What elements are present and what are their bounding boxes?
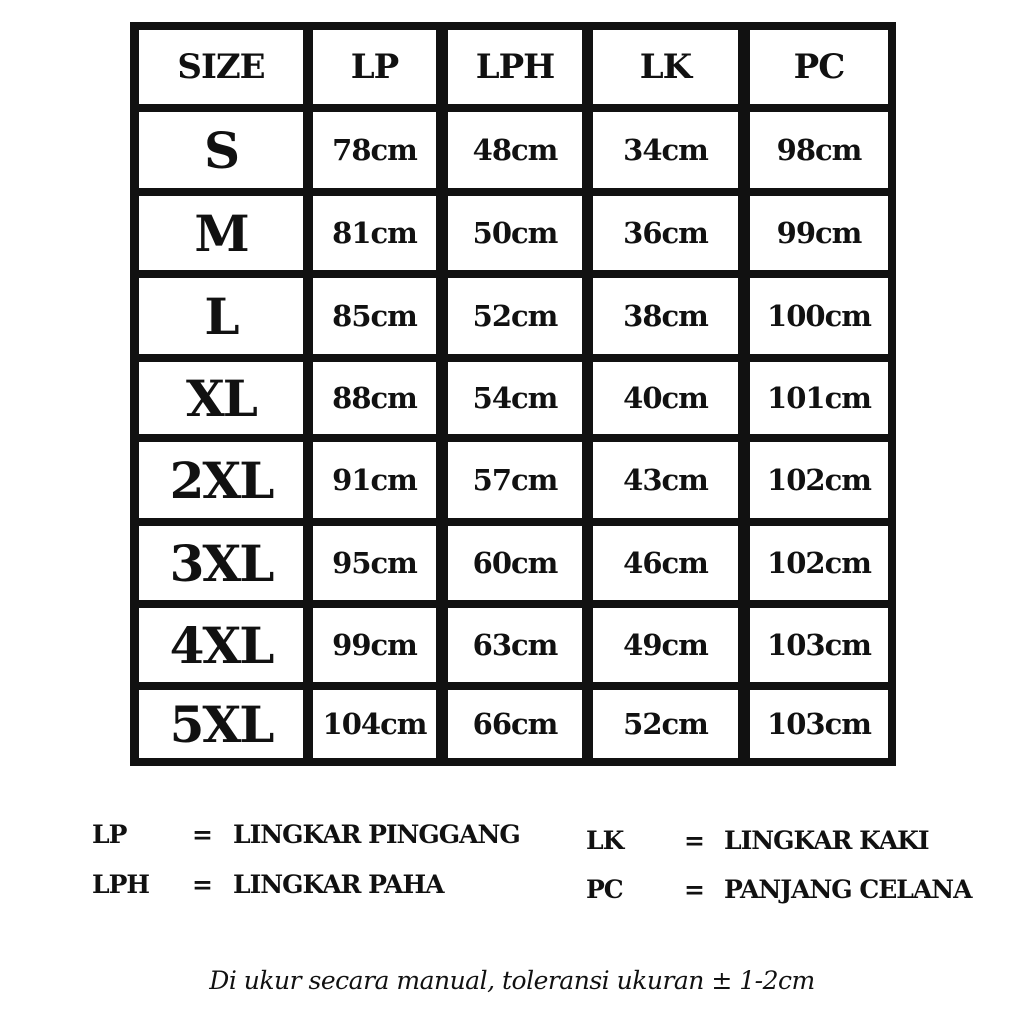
- header-cell-lk: LK: [593, 30, 738, 104]
- size-label-cell: L: [139, 278, 303, 354]
- measurement-cell-lp: 81cm: [313, 196, 436, 270]
- measurement-cell-pc: 103cm: [750, 608, 888, 682]
- measurement-cell-lp: 99cm: [313, 608, 436, 682]
- measurement-cell-pc: 103cm: [750, 690, 888, 758]
- legend-eq-lk: =: [684, 826, 704, 855]
- measurement-cell-lp: 78cm: [313, 112, 436, 188]
- measurement-cell-pc: 100cm: [750, 278, 888, 354]
- measurement-cell-lph: 54cm: [448, 362, 582, 434]
- measurement-cell-pc: 102cm: [750, 526, 888, 600]
- legend-meaning-lph: LINGKAR PAHA: [233, 870, 444, 899]
- measurement-cell-lk: 36cm: [593, 196, 738, 270]
- size-label-cell: XL: [139, 362, 303, 434]
- size-label-cell: S: [139, 112, 303, 188]
- measurement-cell-lp: 88cm: [313, 362, 436, 434]
- measurement-cell-lp: 91cm: [313, 442, 436, 518]
- legend-meaning-lp: LINGKAR PINGGANG: [233, 820, 520, 849]
- legend-eq-lp: =: [192, 820, 212, 849]
- measurement-cell-lph: 60cm: [448, 526, 582, 600]
- measurement-cell-lph: 57cm: [448, 442, 582, 518]
- size-label-cell: 3XL: [139, 526, 303, 600]
- legend-abbr-lp: LP: [92, 820, 127, 849]
- measurement-cell-lph: 48cm: [448, 112, 582, 188]
- measurement-cell-pc: 102cm: [750, 442, 888, 518]
- legend-eq-pc: =: [684, 875, 704, 904]
- legend-meaning-pc: PANJANG CELANA: [724, 875, 972, 904]
- legend-abbr-lph: LPH: [92, 870, 149, 899]
- measurement-cell-lk: 46cm: [593, 526, 738, 600]
- measurement-cell-lp: 104cm: [313, 690, 436, 758]
- header-cell-pc: PC: [750, 30, 888, 104]
- size-label-cell: 2XL: [139, 442, 303, 518]
- size-label-cell: 5XL: [139, 690, 303, 758]
- measurement-cell-pc: 101cm: [750, 362, 888, 434]
- measurement-cell-lph: 52cm: [448, 278, 582, 354]
- tolerance-note: Di ukur secara manual, toleransi ukuran ± 1-2cm: [209, 966, 815, 995]
- measurement-cell-pc: 99cm: [750, 196, 888, 270]
- size-label-cell: 4XL: [139, 608, 303, 682]
- measurement-cell-lph: 63cm: [448, 608, 582, 682]
- measurement-cell-lp: 85cm: [313, 278, 436, 354]
- size-chart-table: [130, 22, 896, 766]
- header-cell-lp: LP: [313, 30, 436, 104]
- measurement-cell-lk: 40cm: [593, 362, 738, 434]
- measurement-cell-pc: 98cm: [750, 112, 888, 188]
- size-label-cell: M: [139, 196, 303, 270]
- legend-abbr-pc: PC: [586, 875, 623, 904]
- header-cell-size: SIZE: [139, 30, 303, 104]
- legend-eq-lph: =: [192, 870, 212, 899]
- header-cell-lph: LPH: [448, 30, 582, 104]
- measurement-cell-lk: 43cm: [593, 442, 738, 518]
- measurement-cell-lph: 50cm: [448, 196, 582, 270]
- legend-meaning-lk: LINGKAR KAKI: [724, 826, 929, 855]
- measurement-cell-lp: 95cm: [313, 526, 436, 600]
- measurement-cell-lk: 49cm: [593, 608, 738, 682]
- legend-abbr-lk: LK: [586, 826, 624, 855]
- measurement-cell-lph: 66cm: [448, 690, 582, 758]
- measurement-cell-lk: 34cm: [593, 112, 738, 188]
- measurement-cell-lk: 52cm: [593, 690, 738, 758]
- measurement-cell-lk: 38cm: [593, 278, 738, 354]
